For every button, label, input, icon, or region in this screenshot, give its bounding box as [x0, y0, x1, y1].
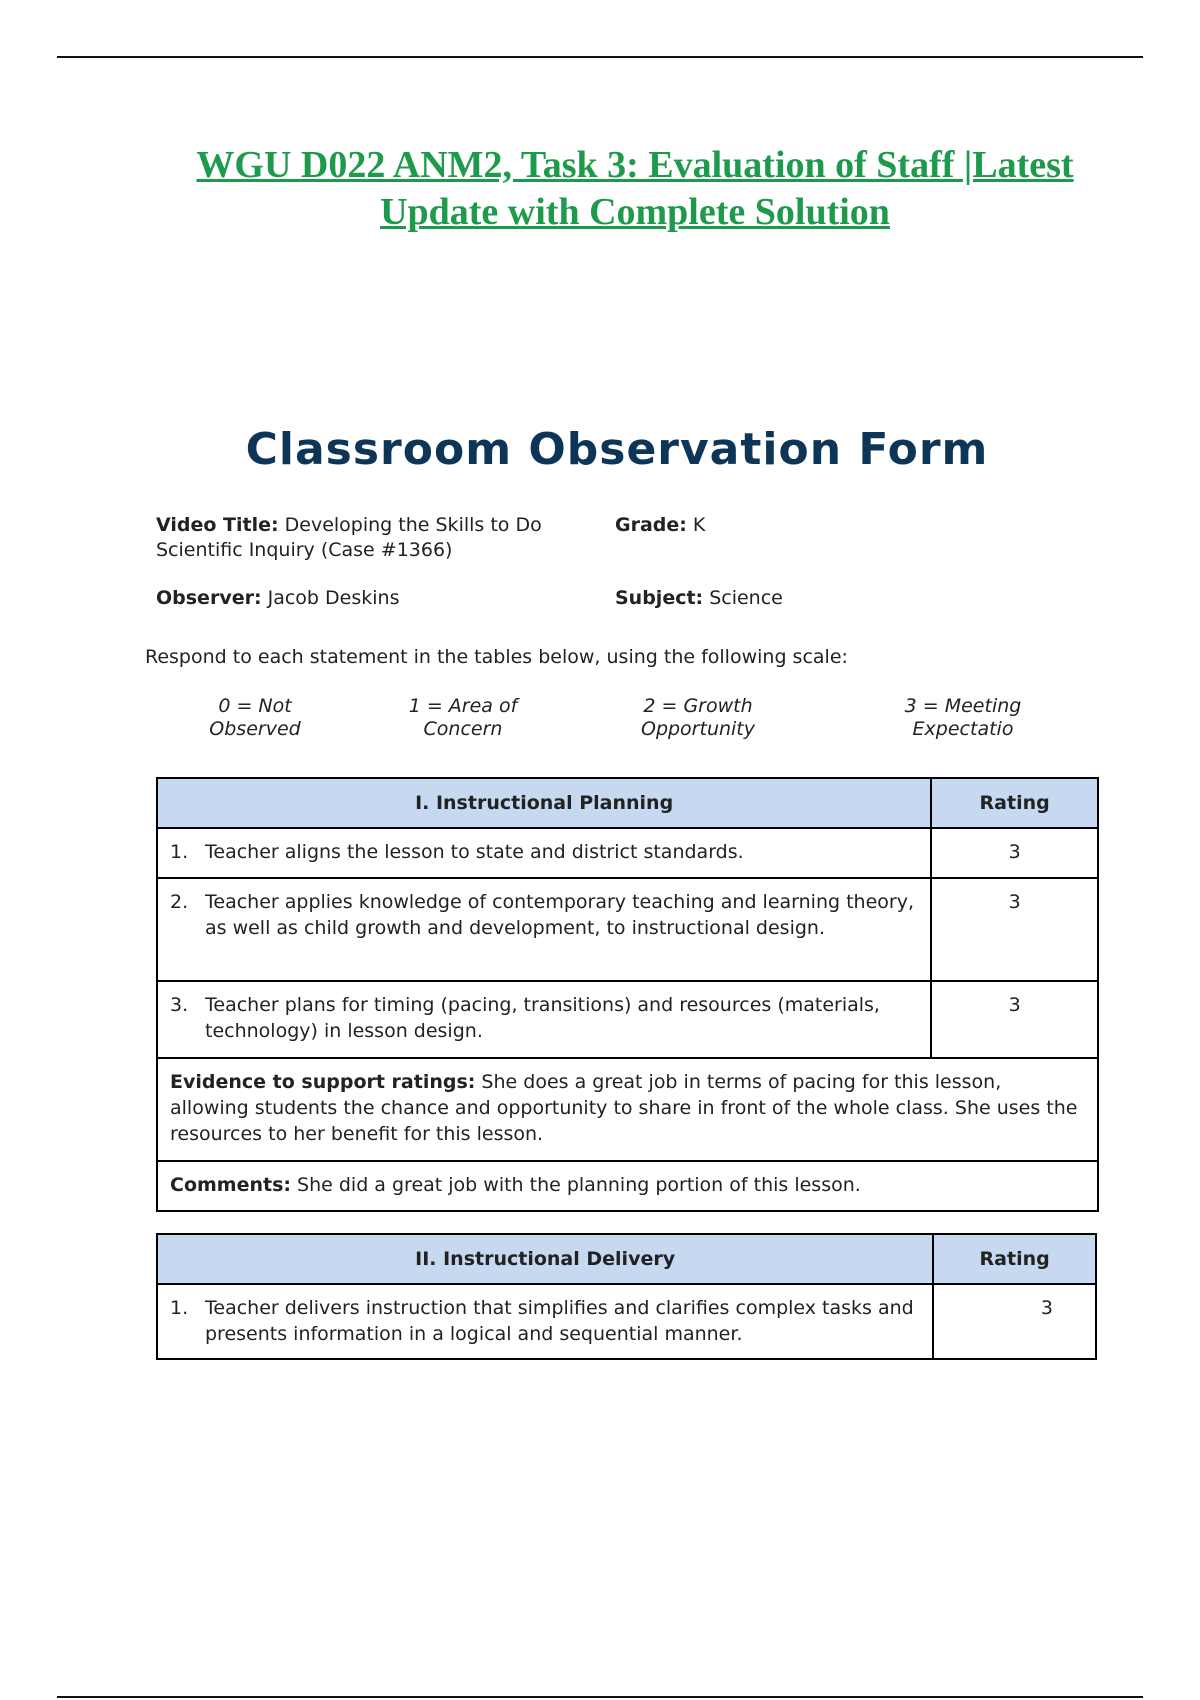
rating-cell: 3 [931, 828, 1098, 878]
scale-item-0 [195, 695, 315, 741]
table-row [157, 981, 1098, 1058]
subject-value: Science [709, 587, 783, 609]
scale-item-0-line2: Observed [209, 718, 301, 740]
item-text: Teacher plans for timing (pacing, transitions) and resources (materials, technology) in lesson design. [205, 994, 880, 1042]
item-text: Teacher delivers instruction that simplifies and clarifies complex tasks and presents information in a logical and sequential manner. [205, 1297, 914, 1345]
item-number: 3. [170, 994, 189, 1016]
rating-heading: Rating [933, 1234, 1096, 1284]
scale-item-3-line1: 3 = Meeting [904, 695, 1022, 717]
document-title-line2: Update with Complete Solution [380, 191, 890, 233]
subject-field [615, 586, 783, 611]
grade-field [615, 513, 705, 538]
evidence-row [157, 1058, 1098, 1161]
section-heading: I. Instructional Planning [157, 778, 931, 828]
rating-cell: 3 [931, 981, 1098, 1058]
item-number: 2. [170, 891, 189, 913]
scale-item-0-line1: 0 = Not [218, 695, 292, 717]
evidence-text: She does a great job in terms of pacing for this lesson, allowing students the chance and opportunity to share in front of the whole class. She uses the resources to her benefit for this lesson. [170, 1071, 1078, 1145]
comments-text: She did a great job with the planning portion of this lesson. [291, 1174, 861, 1196]
scale-item-3 [888, 695, 1038, 741]
comments-label: Comments: [170, 1174, 291, 1196]
rating-cell: 3 [933, 1284, 1096, 1359]
scale-item-1-line2: Concern [423, 718, 503, 740]
video-title-label: Video Title: [156, 514, 279, 536]
scale-item-2-line1: 2 = Growth [643, 695, 753, 717]
item-cell [157, 878, 931, 981]
scale-instructions: Respond to each statement in the tables below, using the following scale: [145, 646, 848, 668]
scale-item-3-line2: Expectatio [912, 718, 1014, 740]
item-number: 1. [170, 841, 189, 863]
table-header-row [157, 1234, 1096, 1284]
comments-row [157, 1161, 1098, 1211]
item-text: Teacher applies knowledge of contemporary teaching and learning theory, as well as child growth and development, to instructional design. [205, 891, 914, 939]
observer-value: Jacob Deskins [267, 587, 400, 609]
evidence-label: Evidence to support ratings: [170, 1071, 476, 1093]
table-row [157, 878, 1098, 981]
item-cell [157, 828, 931, 878]
instructional-delivery-table [156, 1233, 1097, 1360]
rating-cell: 3 [931, 878, 1098, 981]
bottom-rule [57, 1696, 1143, 1698]
grade-value: K [692, 514, 706, 536]
section-heading: II. Instructional Delivery [157, 1234, 933, 1284]
scale-item-1 [393, 695, 533, 741]
scale-item-2 [628, 695, 768, 741]
document-title-line1: WGU D022 ANM2, Task 3: Evaluation of Staff |Latest [196, 144, 1074, 186]
table-row [157, 828, 1098, 878]
top-rule [57, 56, 1143, 58]
comments-cell [157, 1161, 1098, 1211]
observer-field [156, 586, 399, 611]
document-title [100, 142, 1170, 236]
observer-label: Observer: [156, 587, 262, 609]
grade-label: Grade: [615, 514, 687, 536]
subject-label: Subject: [615, 587, 704, 609]
item-number: 1. [170, 1297, 189, 1319]
video-title-value-line2: Scientific Inquiry (Case #1366) [156, 539, 453, 561]
evidence-cell [157, 1058, 1098, 1161]
video-title-value: Developing the Skills to Do [284, 514, 542, 536]
scale-item-2-line2: Opportunity [640, 718, 756, 740]
table-header-row [157, 778, 1098, 828]
instructional-planning-table [156, 777, 1099, 1212]
table-row [157, 1284, 1096, 1359]
item-cell [157, 1284, 933, 1359]
video-title-field [156, 513, 596, 563]
item-text: Teacher aligns the lesson to state and district standards. [205, 841, 744, 863]
rating-heading: Rating [931, 778, 1098, 828]
item-cell [157, 981, 931, 1058]
scale-item-1-line1: 1 = Area of [408, 695, 518, 717]
form-title: Classroom Observation Form [245, 424, 989, 475]
